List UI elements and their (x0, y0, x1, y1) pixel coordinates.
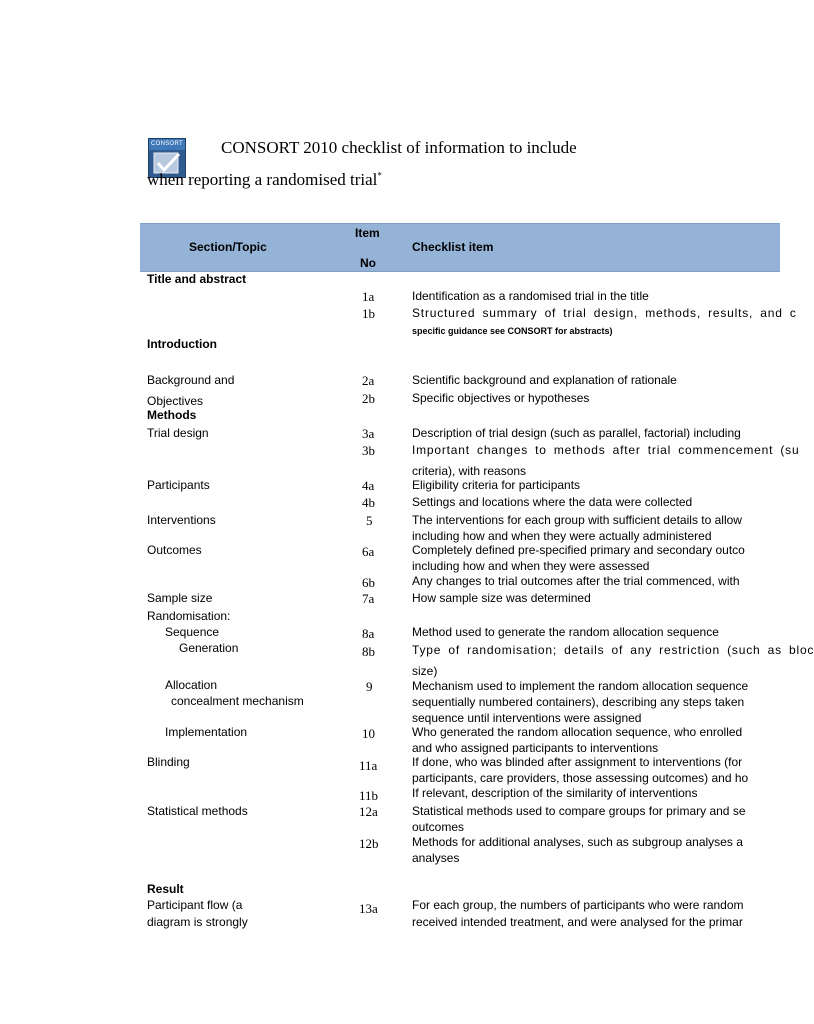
header-checklist-item: Checklist item (412, 240, 494, 254)
section-trial-design: Trial design (147, 426, 209, 440)
item-desc-12a-cont: outcomes (412, 820, 465, 834)
item-desc-3b-cont: criteria), with reasons (412, 464, 527, 478)
item-desc-11a: If done, who was blinded after assignment to interventions (for (412, 755, 743, 769)
item-no-4b: 4b (362, 495, 375, 510)
section-concealment: concealment mechanism (171, 694, 304, 708)
section-statistical-methods: Statistical methods (147, 804, 248, 818)
item-no-9: 9 (366, 679, 373, 694)
item-desc-1b: Structured summary of trial design, methods, results, and c (412, 306, 797, 320)
item-desc-6a: Completely defined pre-specified primary and secondary outco (412, 543, 745, 557)
item-desc-3b: Important changes to methods after trial commencement (su (412, 443, 800, 457)
item-no-10: 10 (362, 726, 375, 741)
item-no-7a: 7a (362, 591, 375, 606)
heading-introduction: Introduction (147, 337, 217, 351)
item-desc-8b-cont: size) (412, 664, 438, 678)
item-no-11a: 11a (359, 758, 378, 773)
section-randomisation: Randomisation: (147, 609, 231, 623)
item-desc-9-cont: sequentially numbered containers), describing any steps taken (412, 695, 745, 709)
section-interventions: Interventions (147, 513, 216, 527)
heading-title-abstract: Title and abstract (147, 272, 247, 286)
section-background: Background and (147, 373, 235, 387)
item-no-3b: 3b (362, 443, 375, 458)
header-section-topic: Section/Topic (189, 240, 267, 254)
item-desc-1a: Identification as a randomised trial in the title (412, 289, 649, 303)
item-desc-9: Mechanism used to implement the random allocation sequence (412, 679, 749, 693)
item-desc-7a: How sample size was determined (412, 591, 591, 605)
heading-result: Result (147, 882, 184, 896)
header-item: Item (355, 226, 380, 240)
item-no-2a: 2a (362, 373, 375, 388)
item-no-2b: 2b (362, 391, 375, 406)
item-desc-8b: Type of randomisation; details of any restriction (such as bloc (412, 643, 814, 657)
item-no-1b: 1b (362, 306, 375, 321)
section-allocation: Allocation (165, 678, 218, 692)
item-desc-12b: Methods for additional analyses, such as subgroup analyses a (412, 835, 743, 849)
item-no-6b: 6b (362, 575, 375, 590)
section-objectives: Objectives (147, 394, 204, 408)
item-no-8a: 8a (362, 626, 375, 641)
item-no-11b: 11b (359, 788, 379, 803)
heading-methods: Methods (147, 408, 197, 422)
section-participant-flow-cont: diagram is strongly (147, 915, 248, 929)
item-no-3a: 3a (362, 426, 375, 441)
item-desc-10-cont: and who assigned participants to interventions (412, 741, 659, 755)
section-outcomes: Outcomes (147, 543, 202, 557)
item-desc-13a-cont: received intended treatment, and were analysed for the primar (412, 915, 743, 929)
section-sequence: Sequence (165, 625, 220, 639)
section-blinding: Blinding (147, 755, 190, 769)
item-desc-4a: Eligibility criteria for participants (412, 478, 581, 492)
item-desc-12b-cont: analyses (412, 851, 460, 865)
section-participant-flow: Participant flow (a (147, 898, 243, 912)
item-desc-2b: Specific objectives or hypotheses (412, 391, 590, 405)
section-sample-size: Sample size (147, 591, 213, 605)
item-desc-9-cont2: sequence until interventions were assigned (412, 711, 642, 725)
item-desc-12a: Statistical methods used to compare groups for primary and se (412, 804, 746, 818)
item-desc-6b: Any changes to trial outcomes after the trial commenced, with (412, 574, 740, 588)
header-no: No (360, 256, 376, 270)
item-no-4a: 4a (362, 478, 375, 493)
item-desc-5-cont: including how and when they were actually administered (412, 529, 712, 543)
item-no-1a: 1a (362, 289, 375, 304)
item-desc-11a-cont: participants, care providers, those assessing outcomes) and ho (412, 771, 749, 785)
item-no-6a: 6a (362, 544, 375, 559)
page-title-line2: when reporting a randomised trial* (147, 170, 382, 189)
item-desc-13a: For each group, the numbers of participants who were random (412, 898, 744, 912)
item-no-12a: 12a (359, 804, 378, 819)
item-no-5: 5 (366, 513, 373, 528)
item-no-8b: 8b (362, 644, 375, 659)
item-no-13a: 13a (359, 901, 378, 916)
logo-text: CONSORT (149, 139, 185, 150)
item-no-12b: 12b (359, 836, 379, 851)
item-desc-6a-cont: including how and when they were assessed (412, 559, 650, 573)
item-desc-2a: Scientific background and explanation of rationale (412, 373, 677, 387)
page-title-line1: CONSORT 2010 checklist of information to include (221, 138, 577, 157)
item-desc-11b: If relevant, description of the similarity of interventions (412, 786, 698, 800)
item-desc-10: Who generated the random allocation sequence, who enrolled (412, 725, 743, 739)
section-participants: Participants (147, 478, 210, 492)
section-implementation: Implementation (165, 725, 248, 739)
section-generation: Generation (179, 641, 239, 655)
item-desc-4b: Settings and locations where the data were collected (412, 495, 693, 509)
item-desc-5: The interventions for each group with sufficient details to allow (412, 513, 742, 527)
item-desc-8a: Method used to generate the random allocation sequence (412, 625, 719, 639)
item-desc-3a: Description of trial design (such as parallel, factorial) including (412, 426, 741, 440)
title-asterisk: * (377, 170, 382, 181)
item-desc-1b-cont: specific guidance see CONSORT for abstracts) (412, 326, 613, 336)
